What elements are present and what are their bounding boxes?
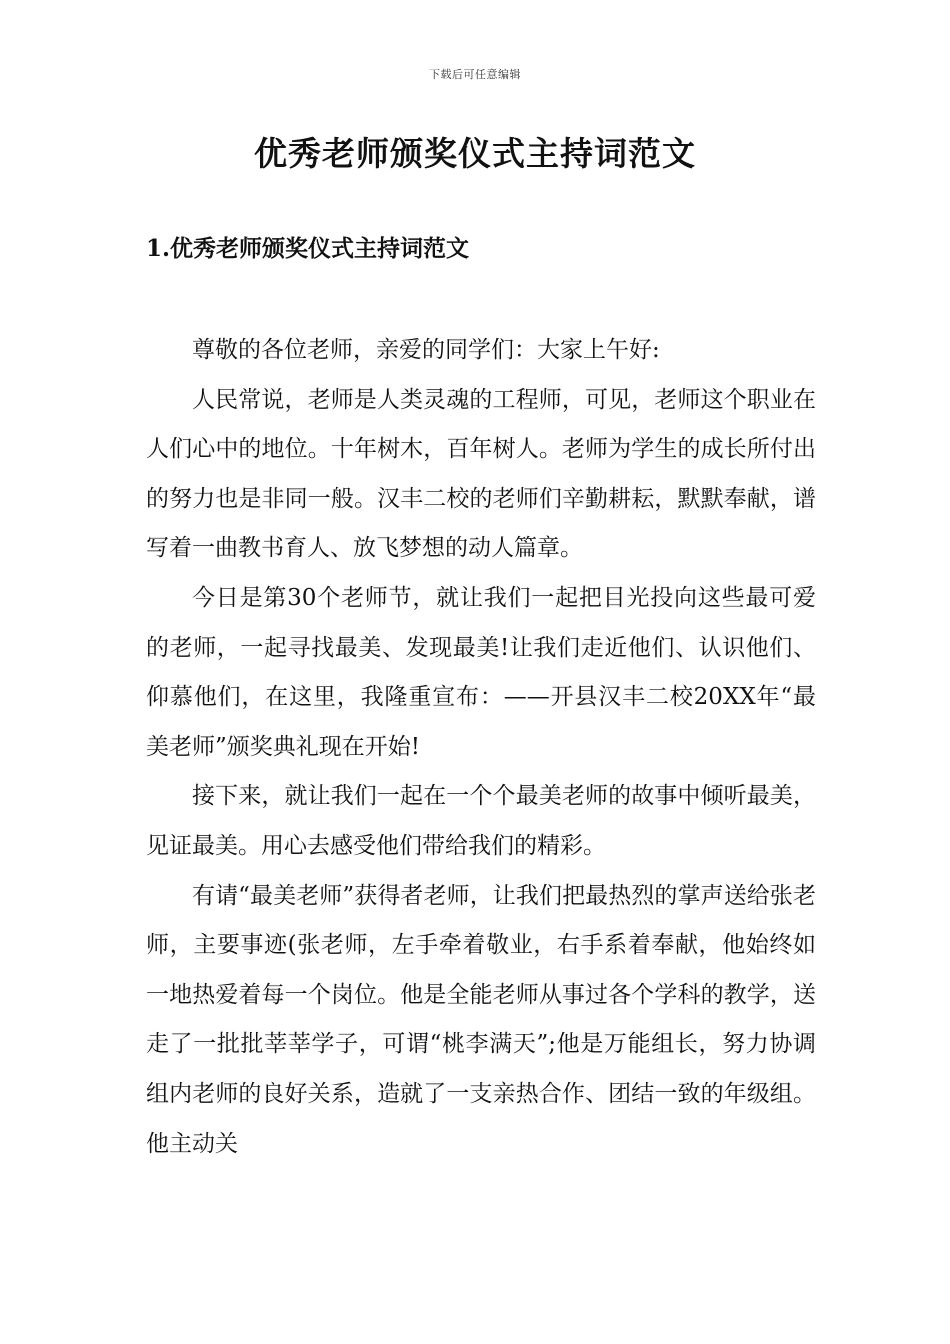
document-body xyxy=(146,326,816,1169)
section-heading: 1.优秀老师颁奖仪式主持词范文 xyxy=(146,235,470,262)
paragraph-greeting: 尊敬的各位老师，亲爱的同学们：大家上午好: xyxy=(192,337,660,363)
document-title: 优秀老师颁奖仪式主持词范文 xyxy=(254,134,696,173)
paragraph-award: 有请“最美老师”获得者老师，让我们把最热烈的掌声送给张老师，主要事迹(张老师，左手牵着敬业，右手系着奉献，他始终如一地热爱着每一个岗位。他是全能老师从事过各个学科的教学，送走了一批批莘莘学子，可谓“桃李满天”;他是万能组长，努力协调组内老师的良好关系，造就了一支亲热合作、团结一致的年级组。他主动关 xyxy=(146,882,816,1157)
header-note: 下载后可任意编辑 xyxy=(429,68,521,81)
paragraph-intro: 人民常说，老师是人类灵魂的工程师，可见，老师这个职业在人们心中的地位。十年树木，百年树人。老师为学生的成长所付出的努力也是非同一般。汉丰二校的老师们辛勤耕耘，默默奉献，谱写着一曲教书育人、放飞梦想的动人篇章。 xyxy=(146,386,816,562)
paragraph-transition: 接下来，就让我们一起在一个个最美老师的故事中倾听最美，见证最美。用心去感受他们带给我们的精彩。 xyxy=(146,783,816,859)
paragraph-announcement: 今日是第30个老师节，就让我们一起把目光投向这些最可爱的老师，一起寻找最美、发现最美!让我们走近他们、认识他们、仰慕他们，在这里，我隆重宣布：——开县汉丰二校20XX年“最美老师”颁奖典礼现在开始! xyxy=(146,584,816,760)
